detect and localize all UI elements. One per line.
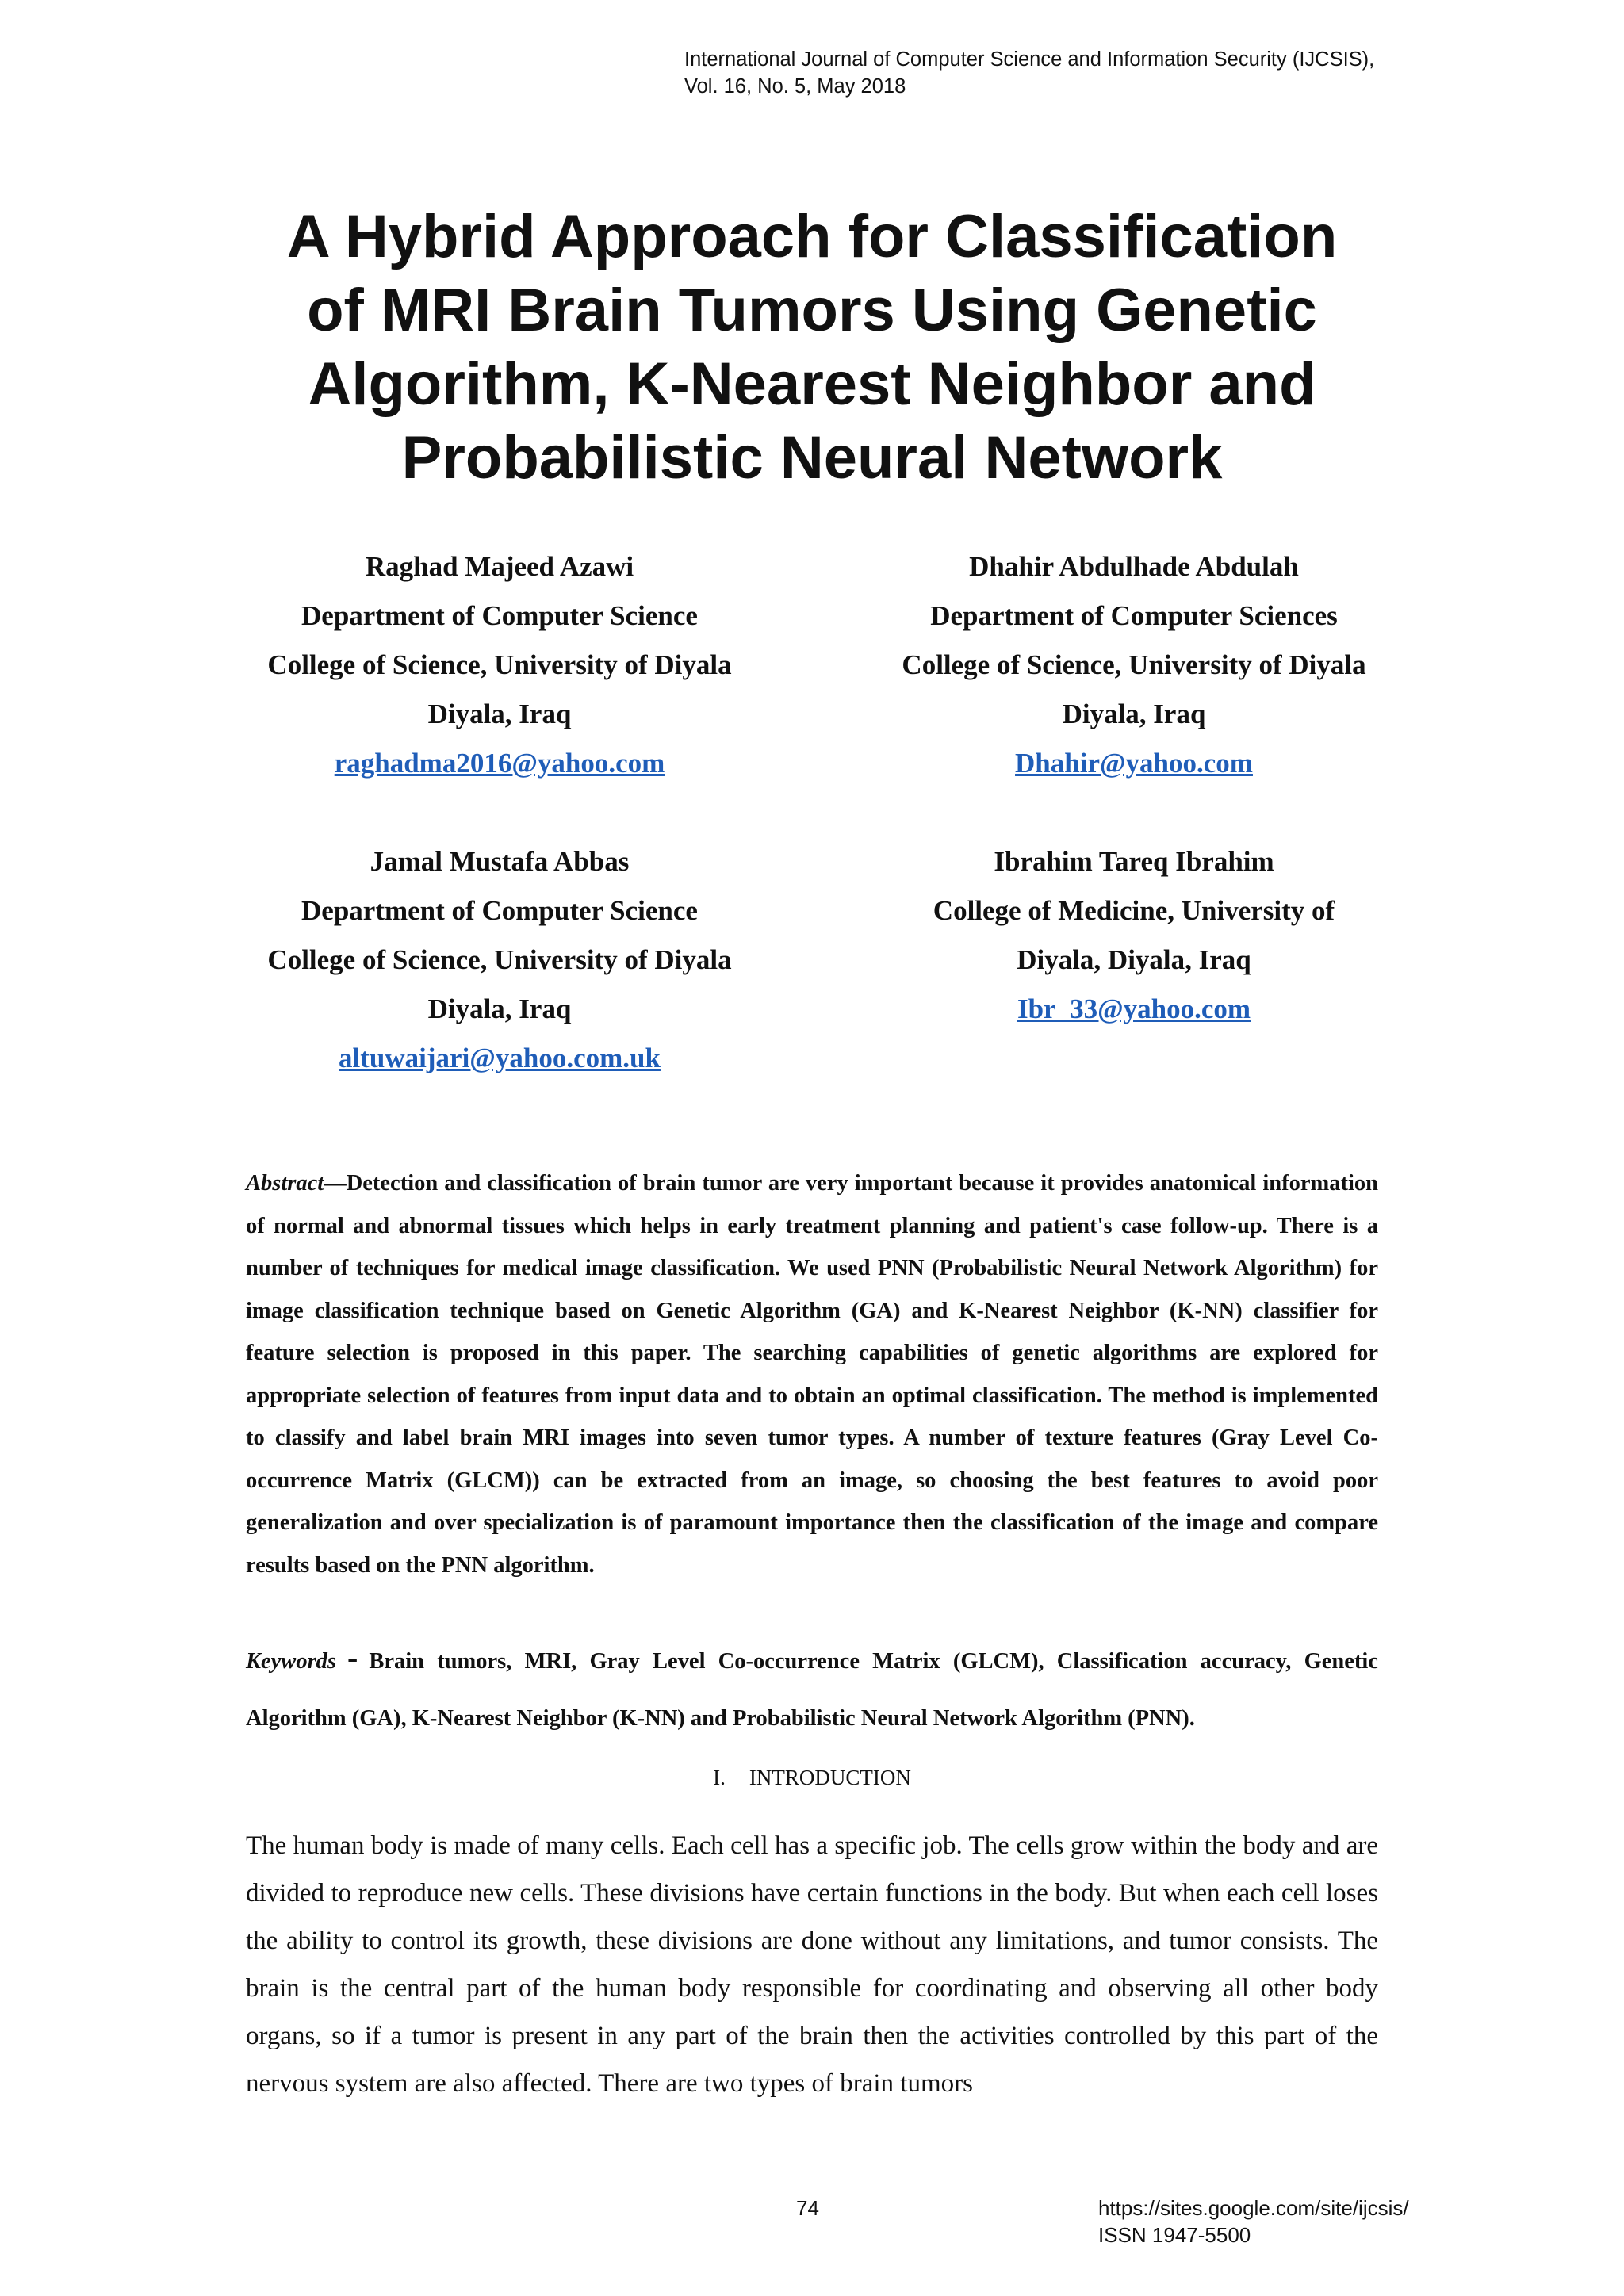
- title-line: A Hybrid Approach for Classification: [286, 203, 1338, 270]
- author-department: Department of Computer Science: [301, 600, 698, 631]
- paper-title: [135, 200, 1489, 495]
- author-college: College of Science, University of Diyala: [267, 944, 732, 975]
- author-location: Diyala, Iraq: [427, 698, 572, 729]
- keywords-text: Brain tumors, MRI, Gray Level Co-occurrence Matrix (GLCM), Classification accuracy, Genetic Algorithm (GA), K-Nearest Neighbor (K-NN) and Probabilistic Neural Network Algorithm (PNN).: [246, 1649, 1378, 1731]
- author-location: Diyala, Diyala, Iraq: [1017, 944, 1251, 975]
- author-block-3: [230, 837, 769, 1083]
- journal-header: [684, 46, 1374, 100]
- author-block-1: [230, 542, 769, 788]
- author-name: Ibrahim Tareq Ibrahim: [994, 846, 1274, 877]
- author-block-4: [841, 837, 1427, 1034]
- abstract-text: Detection and classification of brain tumor are very important because it provides anatomical information of normal and abnormal tissues which helps in early treatment planning and patient's case follow-up. There is a number of techniques for medical image classification. We used PNN (Probabilistic Neural Network Algorithm) for image classification technique based on Genetic Algorithm (GA) and K-Nearest Neighbor (K-NN) classifier for feature selection is proposed in this paper. The searching capabilities of genetic algorithms are explored for appropriate selection of features from input data and to obtain an optimal classification. The method is implemented to classify and label brain MRI images into seven tumor types. A number of texture features (Gray Level Co-occurrence Matrix (GLCM)) can be extracted from an image, so choosing the best features to avoid poor generalization and over specialization is of paramount importance then the classification of the image and compare results based on the PNN algorithm.: [246, 1171, 1378, 1578]
- author-location: Diyala, Iraq: [427, 993, 572, 1024]
- title-line: Probabilistic Neural Network: [401, 424, 1223, 492]
- author-block-2: [841, 542, 1427, 788]
- abstract-dash: —: [324, 1171, 347, 1196]
- author-email-link[interactable]: Ibr_33@yahoo.com: [1017, 993, 1251, 1024]
- abstract: [246, 1162, 1378, 1586]
- intro-paragraph: The human body is made of many cells. Each cell has a specific job. The cells grow within the body and are divided to reproduce new cells. These divisions have certain functions in the body. But when each cell loses the ability to control its growth, these divisions are done without any limitations, and tumor consists. The brain is the central part of the human body responsible for coordinating and observing all other body organs, so if a tumor is present in any part of the brain then the activities controlled by this part of the nervous system are also affected. There are two types of brain tumors: [246, 1831, 1378, 2098]
- author-email-link[interactable]: raghadma2016@yahoo.com: [334, 748, 665, 779]
- journal-name: International Journal of Computer Science and Information Security (IJCSIS),: [684, 48, 1375, 71]
- footer-info: [1098, 2195, 1409, 2248]
- author-name: Jamal Mustafa Abbas: [370, 846, 630, 877]
- keywords: [246, 1629, 1378, 1747]
- keywords-dash: -: [347, 1640, 358, 1675]
- journal-volume: Vol. 16, No. 5, May 2018: [684, 75, 906, 98]
- section-heading: [246, 1762, 1378, 1793]
- author-name: Raghad Majeed Azawi: [365, 551, 634, 582]
- section-title: INTRODUCTION: [749, 1766, 911, 1789]
- author-department: Department of Computer Science: [301, 895, 698, 926]
- abstract-label: Abstract: [246, 1171, 324, 1196]
- footer-issn: ISSN 1947-5500: [1098, 2223, 1251, 2247]
- author-affiliation: College of Medicine, University of: [933, 895, 1335, 926]
- page-number: 74: [796, 2196, 819, 2220]
- author-email-link[interactable]: altuwaijari@yahoo.com.uk: [339, 1043, 661, 1073]
- footer-url[interactable]: https://sites.google.com/site/ijcsis/: [1098, 2196, 1409, 2220]
- section-number: I.: [713, 1766, 726, 1789]
- author-college: College of Science, University of Diyala: [902, 649, 1366, 680]
- author-email-link[interactable]: Dhahir@yahoo.com: [1015, 748, 1253, 779]
- title-line: Algorithm, K-Nearest Neighbor and: [308, 350, 1316, 418]
- author-college: College of Science, University of Diyala: [267, 649, 732, 680]
- author-location: Diyala, Iraq: [1062, 698, 1206, 729]
- author-name: Dhahir Abdulhade Abdulah: [969, 551, 1299, 582]
- keywords-label: Keywords: [246, 1649, 336, 1674]
- title-line: of MRI Brain Tumors Using Genetic: [307, 277, 1317, 344]
- author-department: Department of Computer Sciences: [930, 600, 1338, 631]
